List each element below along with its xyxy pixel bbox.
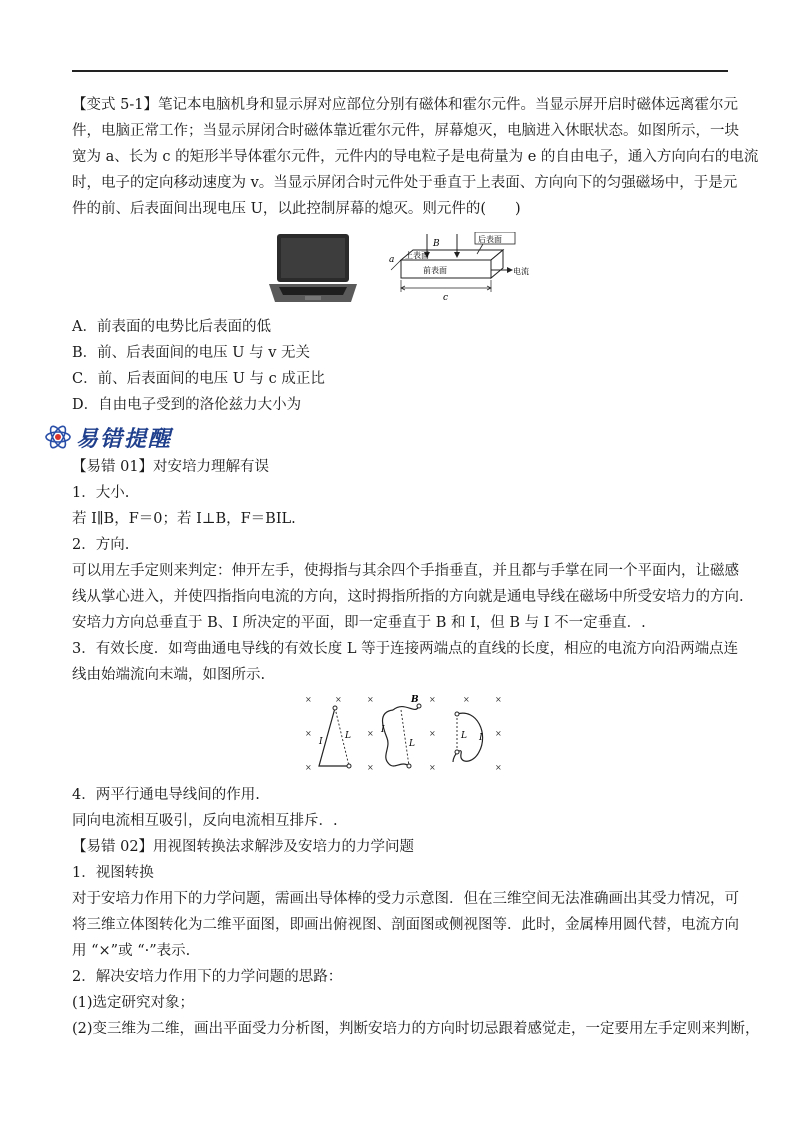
back-surface-label: 后表面 (478, 235, 502, 244)
error-02-title: 【易错 02】用视图转换法求解涉及安培力的力学问题 (72, 839, 415, 855)
field-mark: × (429, 763, 436, 772)
stem-line-4: 时，电子的定向移动速度为 v。当显示屏闭合时元件处于垂直于上表面、方向向下的匀强磁场中，于是元 (72, 175, 738, 191)
length-l-label-3: L (461, 731, 467, 741)
b-field-label-2: B (411, 695, 419, 705)
field-mark: × (495, 763, 502, 772)
field-mark: × (367, 695, 374, 704)
stem-line-3: 宽为 a、长为 c 的矩形半导体霍尔元件，元件内的导电粒子是电荷量为 e 的自由电子，通入方向向右的电流 (72, 149, 759, 165)
error-01 (72, 454, 744, 688)
stem-line-5: 件的前、后表面间出现电压 U，以此控制屏幕的熄灭。则元件的( ) (72, 201, 521, 217)
error-01-continued (72, 782, 732, 834)
current-label: 电流 (513, 267, 529, 276)
document-body (72, 92, 760, 1042)
option-a: A．前表面的电势比后表面的低 (72, 319, 271, 335)
option-d: D．自由电子受到的洛伦兹力大小为 (72, 397, 302, 413)
error-01-s4: 4．两平行通电导线间的作用. (72, 787, 260, 803)
error-01-s4-text: 同向电流相互吸引，反向电流相互排斥．. (72, 813, 338, 829)
field-mark: × (335, 695, 342, 704)
field-mark: × (305, 695, 312, 704)
error-01-s1: 1．大小. (72, 485, 130, 501)
error-02-s1-line-2: 将三维立体图转化为二维平面图，即画出俯视图、剖面图或侧视图等．此时，金属棒用圆代替，电流方向 (72, 917, 739, 933)
question-stem (72, 92, 759, 222)
field-mark: × (429, 729, 436, 738)
current-i-label: I (319, 737, 323, 747)
error-02-s2: 2．解决安培力作用下的力学问题的思路： (72, 969, 343, 985)
error-01-s2-line-1: 可以用左手定则来判定：伸开左手，使拇指与其余四个手指垂直，并且都与手掌在同一个平面内，让磁感 (72, 563, 739, 579)
effective-length-diagram (297, 694, 507, 776)
field-mark: × (495, 729, 502, 738)
question-figures (72, 232, 732, 306)
error-01-s1-text: 若 I∥B，F＝0；若 I⊥B，F＝BIL. (72, 511, 296, 527)
error-02-item-2: (2)变三维为二维，画出平面受力分析图，判断安培力的方向时切忌跟着感觉走，一定要用左手定则来判断， (72, 1021, 760, 1037)
error-02-s1-line-1: 对于安培力作用下的力学问题，需画出导体棒的受力示意图．但在三维空间无法准确画出其受力情况，可 (72, 891, 739, 907)
error-01-s2-line-3: 安培力方向总垂直于 B、I 所决定的平面，即一定垂直于 B 和 I，但 B 与 I 不一定垂直．. (72, 615, 646, 631)
error-02 (72, 834, 760, 1042)
field-mark: × (463, 695, 470, 704)
atom-icon (44, 423, 72, 451)
length-l-label: L (345, 731, 351, 741)
question-tag: 【变式 5-1】 (72, 97, 158, 113)
error-01-s2: 2．方向. (72, 537, 130, 553)
width-a-label: a (389, 255, 395, 265)
error-02-s1: 1．视图转换 (72, 865, 154, 881)
effective-length-figure (72, 694, 732, 776)
error-01-s2-line-2: 线从掌心进入，并使四指指向电流的方向，这时拇指所指的方向就是通电导线在磁场中所受安培力的方向. (72, 589, 744, 605)
top-surface-label: 上表面 (405, 251, 429, 260)
answer-options (72, 314, 732, 418)
banner-title: 易错提醒 (76, 425, 173, 452)
field-mark: × (429, 695, 436, 704)
field-mark: × (305, 729, 312, 738)
option-c: C．前、后表面间的电压 U 与 c 成正比 (72, 371, 325, 387)
b-field-label: B (433, 239, 440, 249)
front-surface-label: 前表面 (423, 266, 447, 275)
current-i-label-3: I (479, 733, 483, 743)
stem-line-1: 笔记本电脑机身和显示屏对应部位分别有磁体和霍尔元件。当显示屏开启时磁体远离霍尔元 (157, 97, 738, 113)
field-mark: × (305, 763, 312, 772)
option-b: B．前、后表面间的电压 U 与 v 无关 (72, 345, 311, 361)
length-c-label: c (443, 293, 449, 303)
error-02-item-1: (1)选定研究对象； (72, 995, 195, 1011)
error-01-title: 【易错 01】对安培力理解有误 (72, 459, 270, 475)
error-01-s3-line-1: 3．有效长度．如弯曲通电导线的有效长度 L 等于连接两端点的直线的长度，相应的电流方向沿两端点连 (72, 641, 739, 657)
header-rule (72, 70, 728, 72)
current-i-label-2: I (381, 725, 385, 735)
field-mark: × (495, 695, 502, 704)
hall-element-diagram (387, 232, 537, 306)
section-banner (44, 420, 732, 454)
error-02-s1-line-3: 用 “×”或 “·”表示. (72, 943, 191, 959)
field-mark: × (367, 763, 374, 772)
length-l-label-2: L (409, 739, 415, 749)
error-01-s3-line-2: 线由始端流向末端，如图所示. (72, 667, 266, 683)
field-mark: × (367, 729, 374, 738)
laptop-image (267, 232, 359, 306)
stem-line-2: 件，电脑正常工作；当显示屏闭合时磁体靠近霍尔元件，屏幕熄灭，电脑进入休眠状态。如图所示，一块 (72, 123, 739, 139)
